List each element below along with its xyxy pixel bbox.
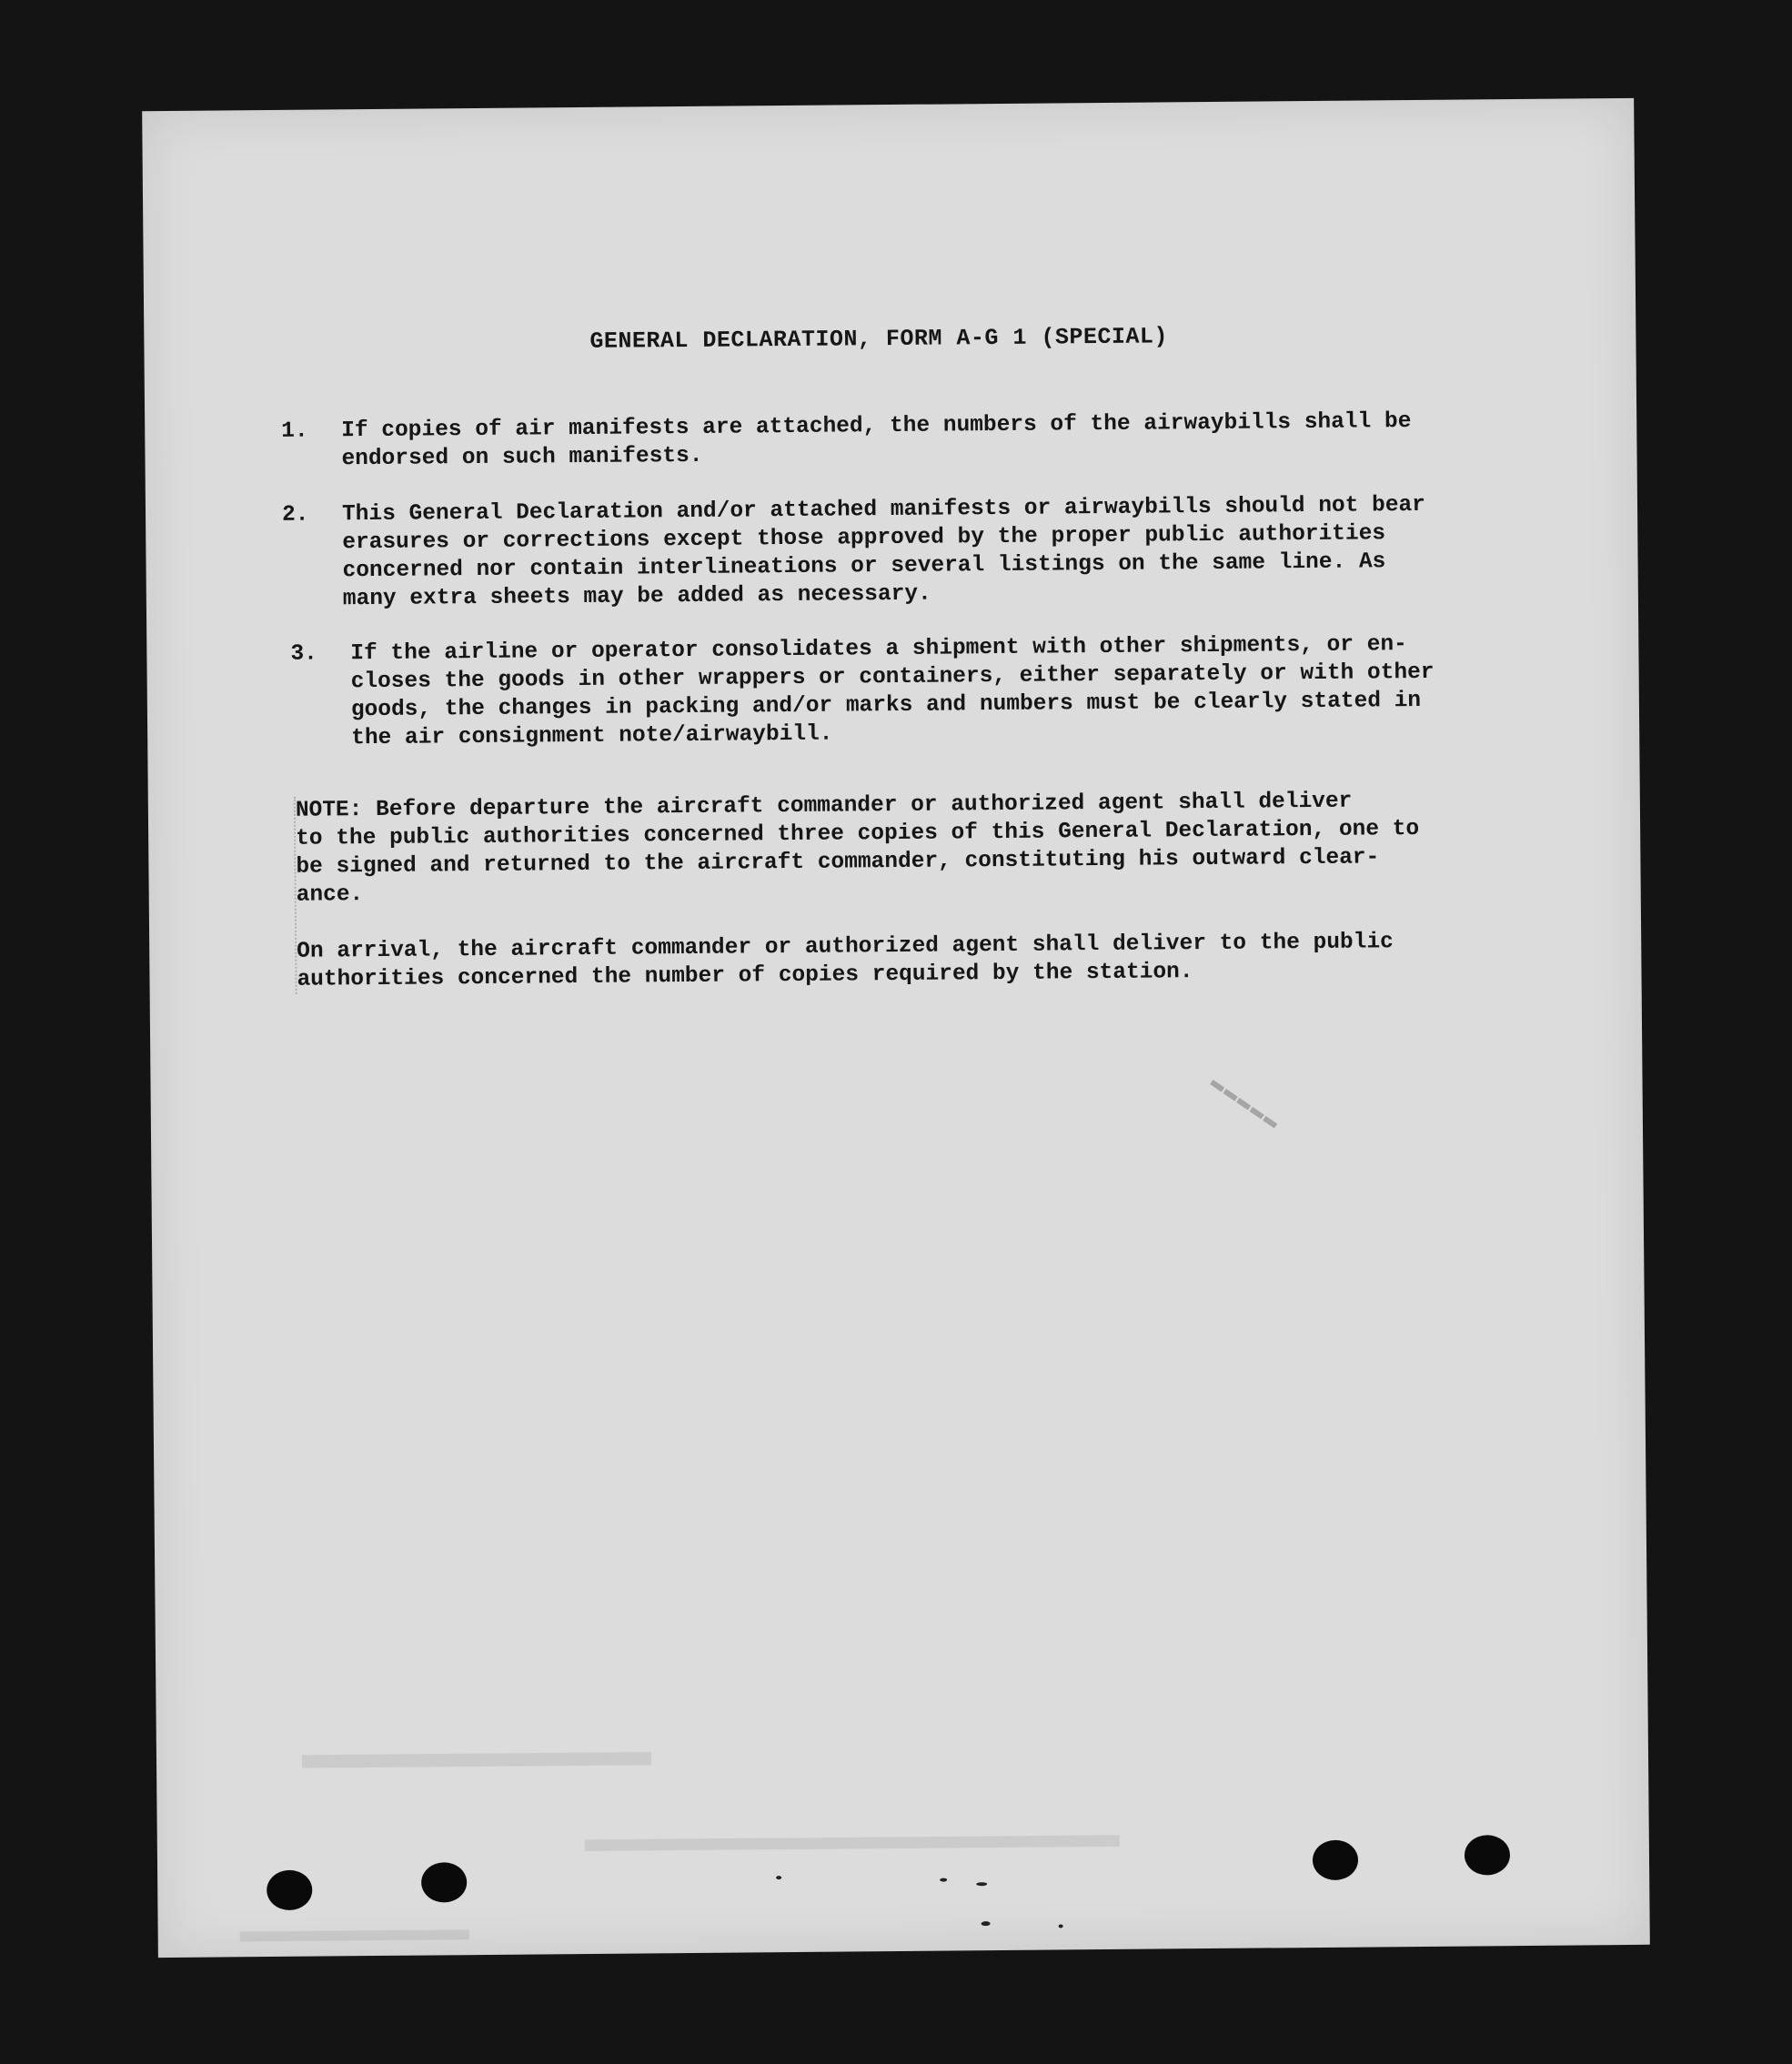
- item-text: This General Declaration and/or attached manifests or airwaybills should not bear erasures or corrections except those approved by the proper public authorities concerned nor contain interlineations or several listings on the same line. As many extra sheets may be added as necessary.: [341, 492, 1426, 612]
- speck: [982, 1921, 991, 1926]
- speck: [976, 1882, 987, 1886]
- item-number: 1.: [281, 418, 308, 444]
- page-title: GENERAL DECLARATION, FORM A-G 1 (SPECIAL): [589, 323, 1169, 355]
- punch-hole: [267, 1870, 312, 1910]
- speck: [940, 1878, 947, 1882]
- note-paragraph: NOTE: Before departure the aircraft commander or authorized agent shall deliver to the public authorities concerned three copies of this General Declaration, one to be signed and returned to the aircraft commander, constituting his outward clear- ance.: [295, 789, 1420, 908]
- item-number: 3.: [290, 641, 317, 667]
- bleed-through-mark: ▬▬▬▬▬▬▬▬▬▬▬▬▬▬: [584, 1813, 1120, 1861]
- note-section: [294, 786, 1564, 994]
- faint-stamp-mark: ▬▬▬▬▬: [1204, 1068, 1287, 1136]
- punch-hole: [421, 1862, 467, 1902]
- speck: [1059, 1924, 1063, 1928]
- punch-hole: [1313, 1840, 1358, 1880]
- bleed-through-mark: ▬▬▬▬▬▬▬▬: [301, 1727, 652, 1778]
- instruction-item: [281, 407, 1545, 474]
- document-sheet: [142, 98, 1650, 1958]
- item-number: 2.: [281, 502, 309, 528]
- speck: [776, 1876, 781, 1879]
- punch-hole: [1465, 1835, 1510, 1875]
- instruction-item: [290, 629, 1555, 753]
- bleed-through-mark: ▬▬▬▬▬▬▬: [239, 1910, 469, 1949]
- item-text: If copies of air manifests are attached, the numbers of the airwaybills shall be endorsed on such manifests.: [341, 409, 1412, 472]
- item-text: If the airline or operator consolidates a shipment with other shipments, or en- closes the goods in other wrappers or containers, either separately or with other goods, the changes in packing and/or marks and numbers must be clearly stated in the air consignment note/airwaybill.: [350, 632, 1435, 751]
- instruction-item: [282, 490, 1547, 614]
- arrival-paragraph: On arrival, the aircraft commander or authorized agent shall deliver to the public authorities concerned the number of copies required by the station.: [297, 930, 1394, 992]
